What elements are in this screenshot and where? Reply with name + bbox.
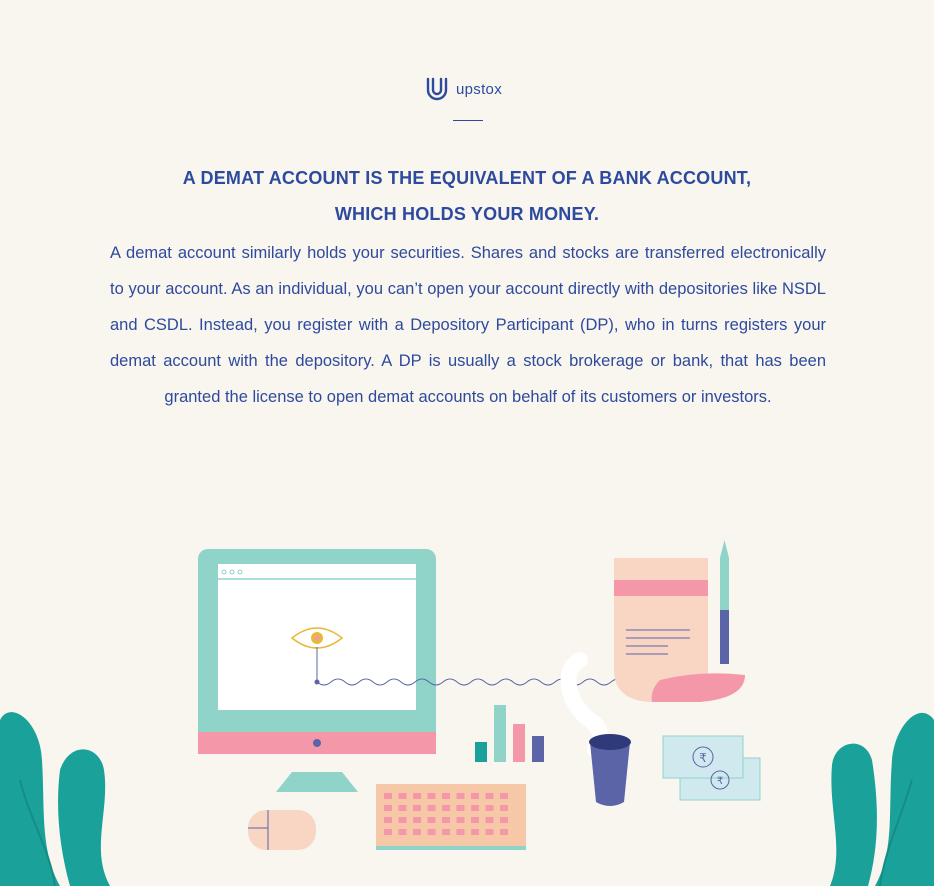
keyboard-key bbox=[471, 793, 479, 799]
keyboard-key bbox=[457, 805, 465, 811]
brand-name: upstox bbox=[456, 80, 502, 98]
keyboard-key bbox=[500, 805, 508, 811]
keyboard-key bbox=[442, 793, 450, 799]
keyboard-key bbox=[471, 805, 479, 811]
pen-icon bbox=[720, 540, 729, 664]
keyboard-key bbox=[500, 793, 508, 799]
keyboard-key bbox=[500, 829, 508, 835]
keyboard-key bbox=[428, 793, 436, 799]
body-paragraph: A demat account similarly holds your securities. Shares and stocks are transferred electronically to your account. As an individual, you can’t open your account directly with depositories like NSDL and CSDL. Instead, you register with a Depository Participant (DP), who in turns registers your demat account with the depository. A DP is usually a stock brokerage or bank, that has been granted the license to open demat accounts on behalf of its customers or investors. bbox=[110, 244, 826, 406]
keyboard-key bbox=[457, 829, 465, 835]
keyboard-key bbox=[486, 829, 494, 835]
keyboard-key bbox=[399, 817, 407, 823]
right-plant-icon bbox=[830, 713, 934, 886]
keyboard-key bbox=[428, 817, 436, 823]
keyboard-icon bbox=[376, 784, 526, 850]
keyboard-key bbox=[399, 793, 407, 799]
keyboard-key bbox=[471, 829, 479, 835]
bar-chart-icon bbox=[475, 705, 544, 762]
keyboard-key bbox=[442, 817, 450, 823]
keyboard-key bbox=[384, 805, 392, 811]
keyboard-key bbox=[428, 805, 436, 811]
currency-symbol-2: ₹ bbox=[716, 776, 724, 787]
keyboard-key bbox=[471, 817, 479, 823]
headline-line-2: WHICH HOLDS YOUR MONEY. bbox=[334, 204, 600, 224]
keyboard-key bbox=[457, 793, 465, 799]
brand-logo[interactable] bbox=[426, 76, 502, 102]
keyboard-key bbox=[384, 793, 392, 799]
keyboard-key bbox=[500, 817, 508, 823]
keyboard-key bbox=[428, 829, 436, 835]
keyboard-key bbox=[442, 829, 450, 835]
left-plant-icon bbox=[0, 712, 110, 886]
page-headline bbox=[100, 160, 834, 232]
keyboard-key bbox=[486, 817, 494, 823]
mouse-icon bbox=[248, 810, 316, 850]
keyboard-key bbox=[384, 829, 392, 835]
upstox-logo-icon bbox=[426, 76, 448, 102]
keyboard-key bbox=[384, 817, 392, 823]
keyboard-key bbox=[486, 805, 494, 811]
keyboard-key bbox=[413, 793, 421, 799]
money-icon bbox=[663, 736, 760, 800]
demat-illustration bbox=[0, 520, 934, 886]
keyboard-key bbox=[413, 829, 421, 835]
keyboard-key bbox=[413, 805, 421, 811]
keyboard-key bbox=[413, 817, 421, 823]
keyboard-key bbox=[399, 829, 407, 835]
keyboard-key bbox=[457, 817, 465, 823]
keyboard-key bbox=[399, 805, 407, 811]
currency-symbol-1: ₹ bbox=[699, 751, 707, 765]
headline-line-1: A DEMAT ACCOUNT IS THE EQUIVALENT OF A BANK ACCOUNT, bbox=[182, 168, 752, 188]
keyboard-key bbox=[442, 805, 450, 811]
logo-divider bbox=[453, 120, 483, 121]
keyboard-key bbox=[486, 793, 494, 799]
